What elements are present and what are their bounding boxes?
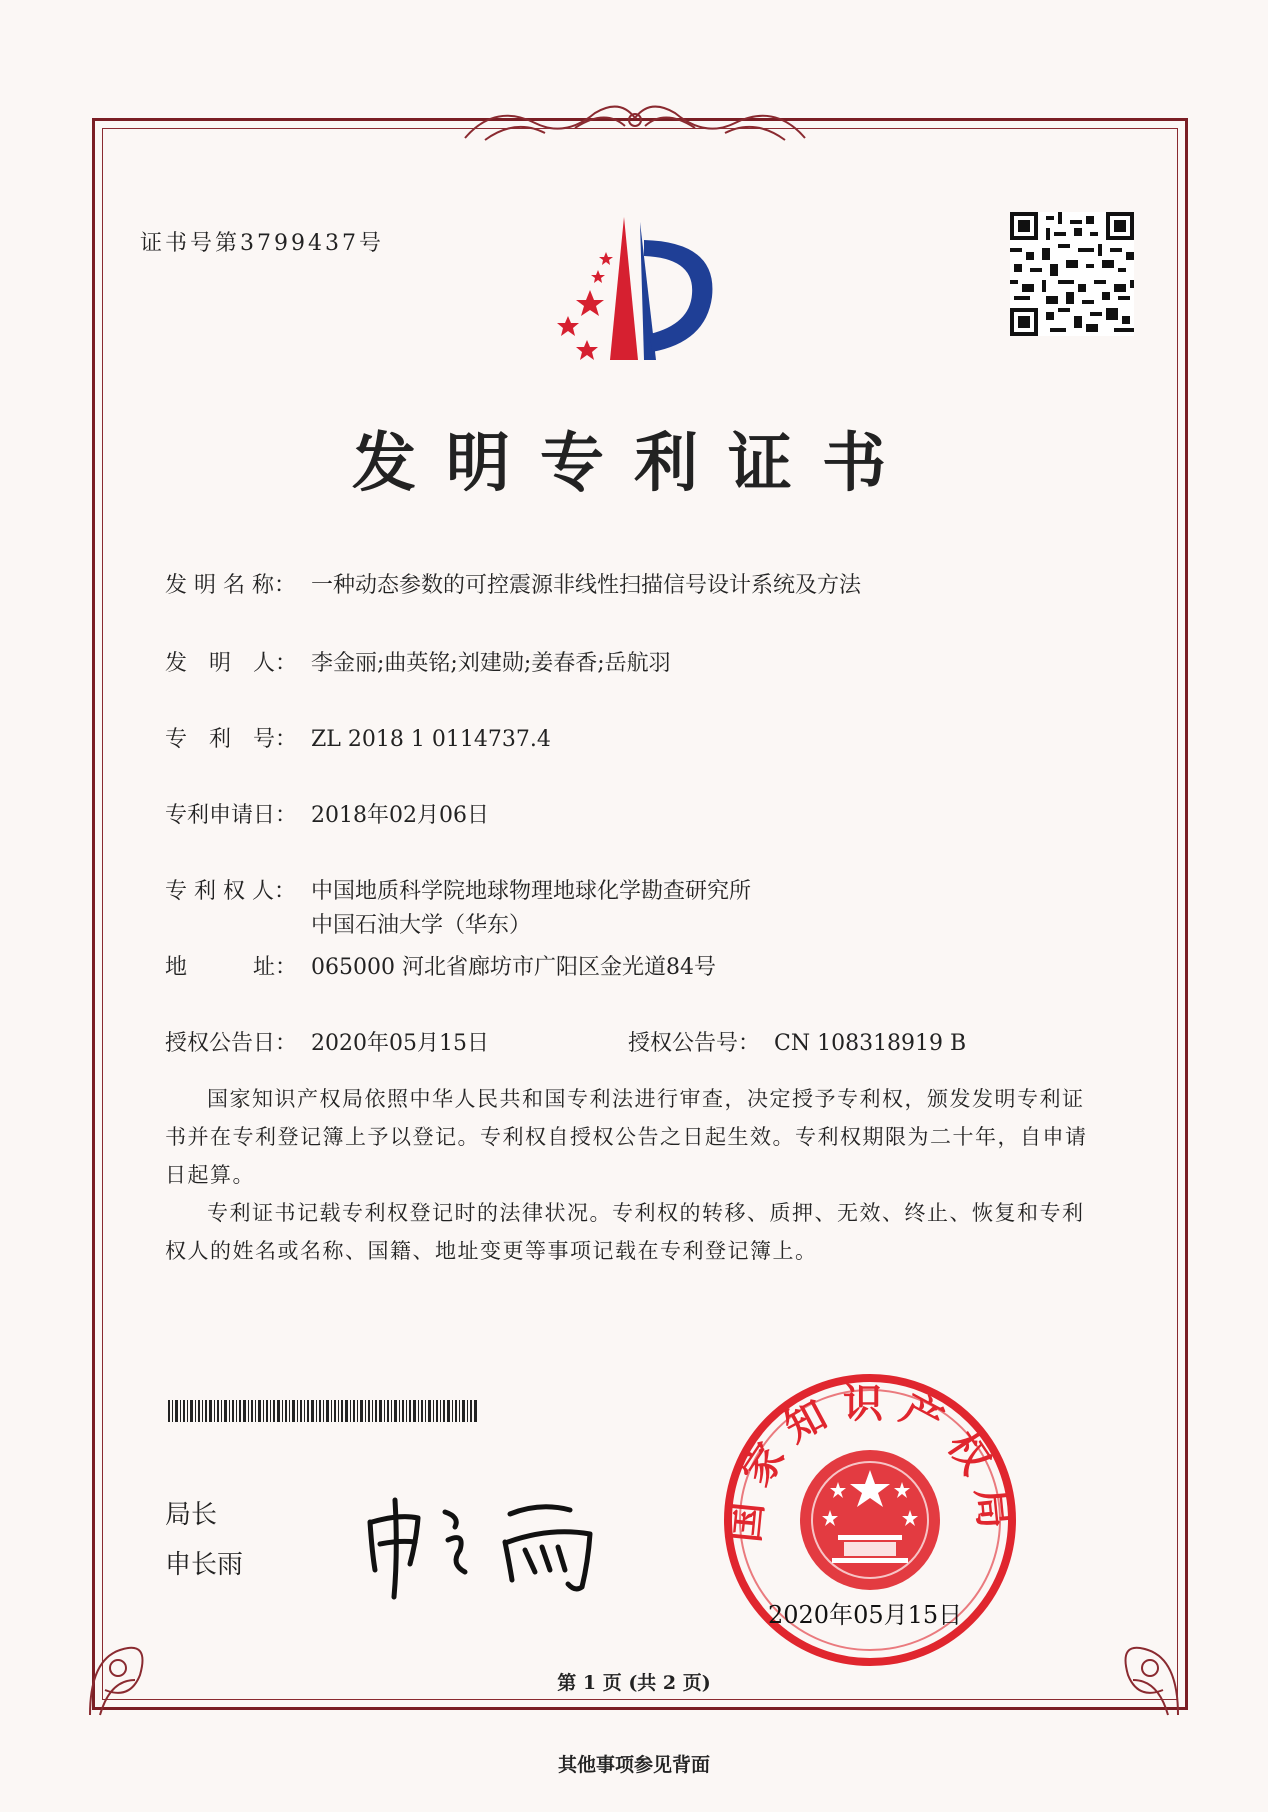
signature-icon bbox=[360, 1492, 640, 1602]
certificate-title: 发明专利证书 bbox=[352, 427, 916, 501]
seal-date: 2020年05月15日 bbox=[768, 1601, 963, 1629]
seal-text: 国家知识产权局 bbox=[722, 1381, 1018, 1545]
legal-text bbox=[165, 1080, 1105, 1270]
legal-paragraph-2: 专利证书记载专利权登记时的法律状况。专利权的转移、质押、无效、终止、恢复和专利权人的姓名或名称、国籍、地址变更等事项记载在专利登记簿上。 bbox=[165, 1201, 1085, 1263]
field-patent-number bbox=[165, 722, 551, 753]
field-application-date bbox=[165, 798, 489, 829]
field-patentee-line2 bbox=[311, 908, 531, 939]
field-grant-date bbox=[165, 1026, 489, 1057]
grant-number-label: 授权公告号： bbox=[628, 1031, 761, 1056]
field-invention-name bbox=[165, 568, 861, 599]
field-address bbox=[165, 950, 716, 981]
invention-name-value: 一种动态参数的可控震源非线性扫描信号设计系统及方法 bbox=[311, 573, 862, 598]
patentee-value-line2: 中国石油大学（华东） bbox=[311, 913, 532, 938]
patent-number-label: 专 利 号： bbox=[165, 727, 298, 752]
director-name: 申长雨 bbox=[165, 1550, 244, 1580]
application-date-value: 2018年02月06日 bbox=[311, 803, 489, 828]
top-ornament-icon bbox=[455, 98, 815, 148]
grant-date-value: 2020年05月15日 bbox=[311, 1031, 489, 1056]
field-grant-number bbox=[628, 1026, 966, 1057]
grant-date-label: 授权公告日： bbox=[165, 1031, 298, 1056]
application-date-label: 专利申请日： bbox=[165, 803, 298, 828]
barcode-icon bbox=[168, 1400, 478, 1422]
footer-note: 其他事项参见背面 bbox=[557, 1754, 710, 1776]
patentee-value-line1: 中国地质科学院地球物理地球化学勘查研究所 bbox=[311, 879, 752, 904]
patent-number-value: ZL 2018 1 0114737.4 bbox=[311, 727, 551, 752]
director-title: 局长 bbox=[165, 1500, 218, 1530]
patentee-label: 专 利 权 人： bbox=[165, 879, 296, 904]
field-patentee bbox=[165, 874, 751, 905]
invention-name-label: 发 明 名 称： bbox=[165, 573, 296, 598]
qr-code-icon bbox=[1010, 212, 1134, 336]
inventors-value: 李金丽;曲英铭;刘建勋;姜春香;岳航羽 bbox=[311, 651, 671, 676]
certificate-number: 证书号第3799437号 bbox=[140, 231, 384, 256]
legal-paragraph-1: 国家知识产权局依照中华人民共和国专利法进行审查，决定授予专利权，颁发发明专利证书并在专利登记簿上予以登记。专利权自授权公告之日起生效。专利权期限为二十年，自申请日起算。 bbox=[165, 1087, 1088, 1187]
grant-number-value: CN 108318919 B bbox=[774, 1031, 967, 1056]
address-value: 065000 河北省廊坊市广阳区金光道84号 bbox=[311, 955, 716, 980]
inventors-label: 发 明 人： bbox=[165, 651, 298, 676]
field-inventors bbox=[165, 646, 671, 677]
address-label: 地 址： bbox=[165, 955, 298, 980]
cnipa-logo-icon bbox=[540, 212, 730, 362]
page-indicator: 第 1 页 (共 2 页) bbox=[557, 1672, 711, 1694]
